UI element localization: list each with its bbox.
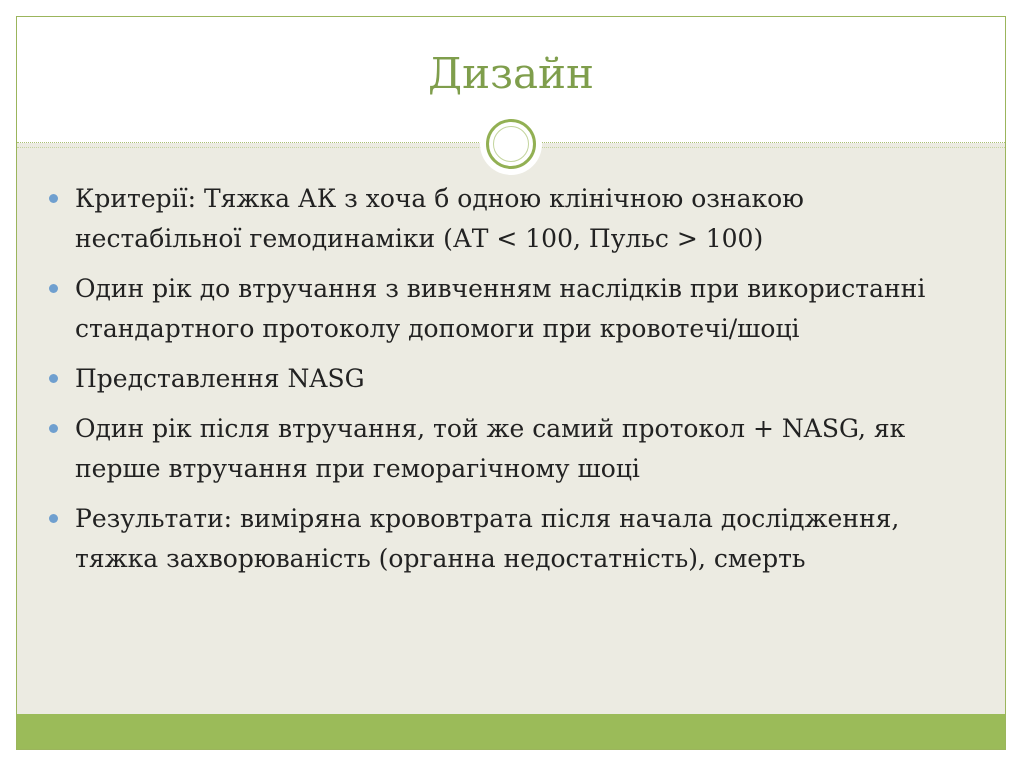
divider-ornament-inner-ring	[493, 126, 529, 162]
bullet-text: Представлення NASG	[75, 364, 365, 393]
bullet-text: Один рік до втручання з вивченням наслідків при використанні стандартного протоколу допомоги при кровотечі/шоці	[75, 274, 926, 343]
bullet-icon	[49, 194, 58, 203]
slide-frame	[16, 16, 1006, 750]
bullet-text: Критерії: Тяжка АК з хоча б одною клінічною ознакою нестабільної гемодинаміки (АТ < 100, Пульс > 100)	[75, 184, 804, 253]
bullet-item-criteria	[49, 179, 969, 259]
bullet-icon	[49, 424, 58, 433]
bullet-icon	[49, 514, 58, 523]
slide-title: Дизайн	[427, 49, 595, 98]
bullet-text: Один рік після втручання, той же самий протокол + NASG, як перше втручання при геморагічному шоці	[75, 414, 906, 483]
bullet-icon	[49, 374, 58, 383]
bullet-item-nasg-introduction	[49, 359, 969, 399]
bullet-item-pre-intervention	[49, 269, 969, 349]
bullet-text: Результати: виміряна крововтрата після начала дослідження, тяжка захворюваність (органна недостатність), смерть	[75, 504, 900, 573]
bullet-icon	[49, 284, 58, 293]
bullet-item-post-intervention	[49, 409, 969, 489]
bullet-list	[49, 179, 969, 589]
footer-accent-bar	[17, 714, 1005, 749]
bullet-item-results	[49, 499, 969, 579]
